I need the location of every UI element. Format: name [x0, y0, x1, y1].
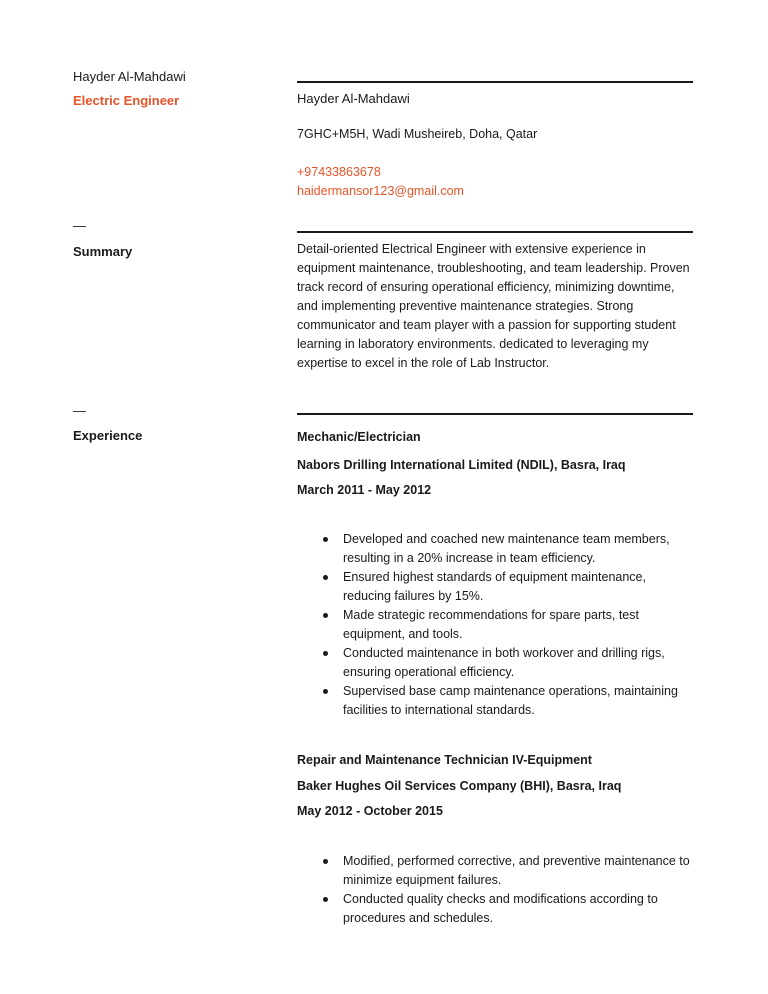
list-item: Conducted quality checks and modifications according to procedures and schedules.	[322, 890, 696, 928]
list-item: Developed and coached new maintenance team members, resulting in a 20% increase in team efficiency.	[322, 530, 696, 568]
name-right: Hayder Al-Mahdawi	[297, 91, 410, 106]
divider-summary	[297, 231, 693, 233]
divider-experience	[297, 413, 693, 415]
list-item: Modified, performed corrective, and preventive maintenance to minimize equipment failures.	[322, 852, 696, 890]
summary-text: Detail-oriented Electrical Engineer with extensive experience in equipment maintenance, troubleshooting, and team leadership. Proven track record of ensuring operational efficiency, minimizing downtime, and implementing preventive maintenance strategies. Strong communicator and team player with a passion for supporting student learning in laboratory environments. dedicated to leveraging my expertise to excel in the role of Lab Instructor.	[297, 242, 690, 370]
phone: +97433863678	[297, 165, 381, 179]
divider-header	[297, 81, 693, 83]
job-dates-2: May 2012 - October 2015	[297, 804, 443, 818]
list-item: Conducted maintenance in both workover and drilling rigs, ensuring operational efficiency.	[322, 644, 696, 682]
job-company-1: Nabors Drilling International Limited (NDIL), Basra, Iraq	[297, 458, 626, 472]
experience-dash: —	[73, 403, 86, 418]
email-link[interactable]: haidermansor123@gmail.com	[297, 184, 464, 198]
job-bullets-1	[322, 530, 696, 720]
job-title-2: Repair and Maintenance Technician IV-Equipment	[297, 753, 592, 767]
list-item: Ensured highest standards of equipment maintenance, reducing failures by 15%.	[322, 568, 696, 606]
job-title: Electric Engineer	[73, 93, 180, 108]
list-item: Made strategic recommendations for spare parts, test equipment, and tools.	[322, 606, 696, 644]
address: 7GHC+M5H, Wadi Musheireb, Doha, Qatar	[297, 127, 538, 141]
experience-heading: Experience	[73, 428, 143, 443]
job-company-2: Baker Hughes Oil Services Company (BHI), Basra, Iraq	[297, 779, 622, 793]
list-item: Supervised base camp maintenance operations, maintaining facilities to international standards.	[322, 682, 696, 720]
summary-heading: Summary	[73, 244, 133, 259]
job-dates-1: March 2011 - May 2012	[297, 483, 432, 497]
job-bullets-2	[322, 852, 696, 928]
summary-dash: —	[73, 218, 86, 233]
name-left: Hayder Al-Mahdawi	[73, 69, 186, 84]
job-title-1: Mechanic/Electrician	[297, 430, 421, 444]
